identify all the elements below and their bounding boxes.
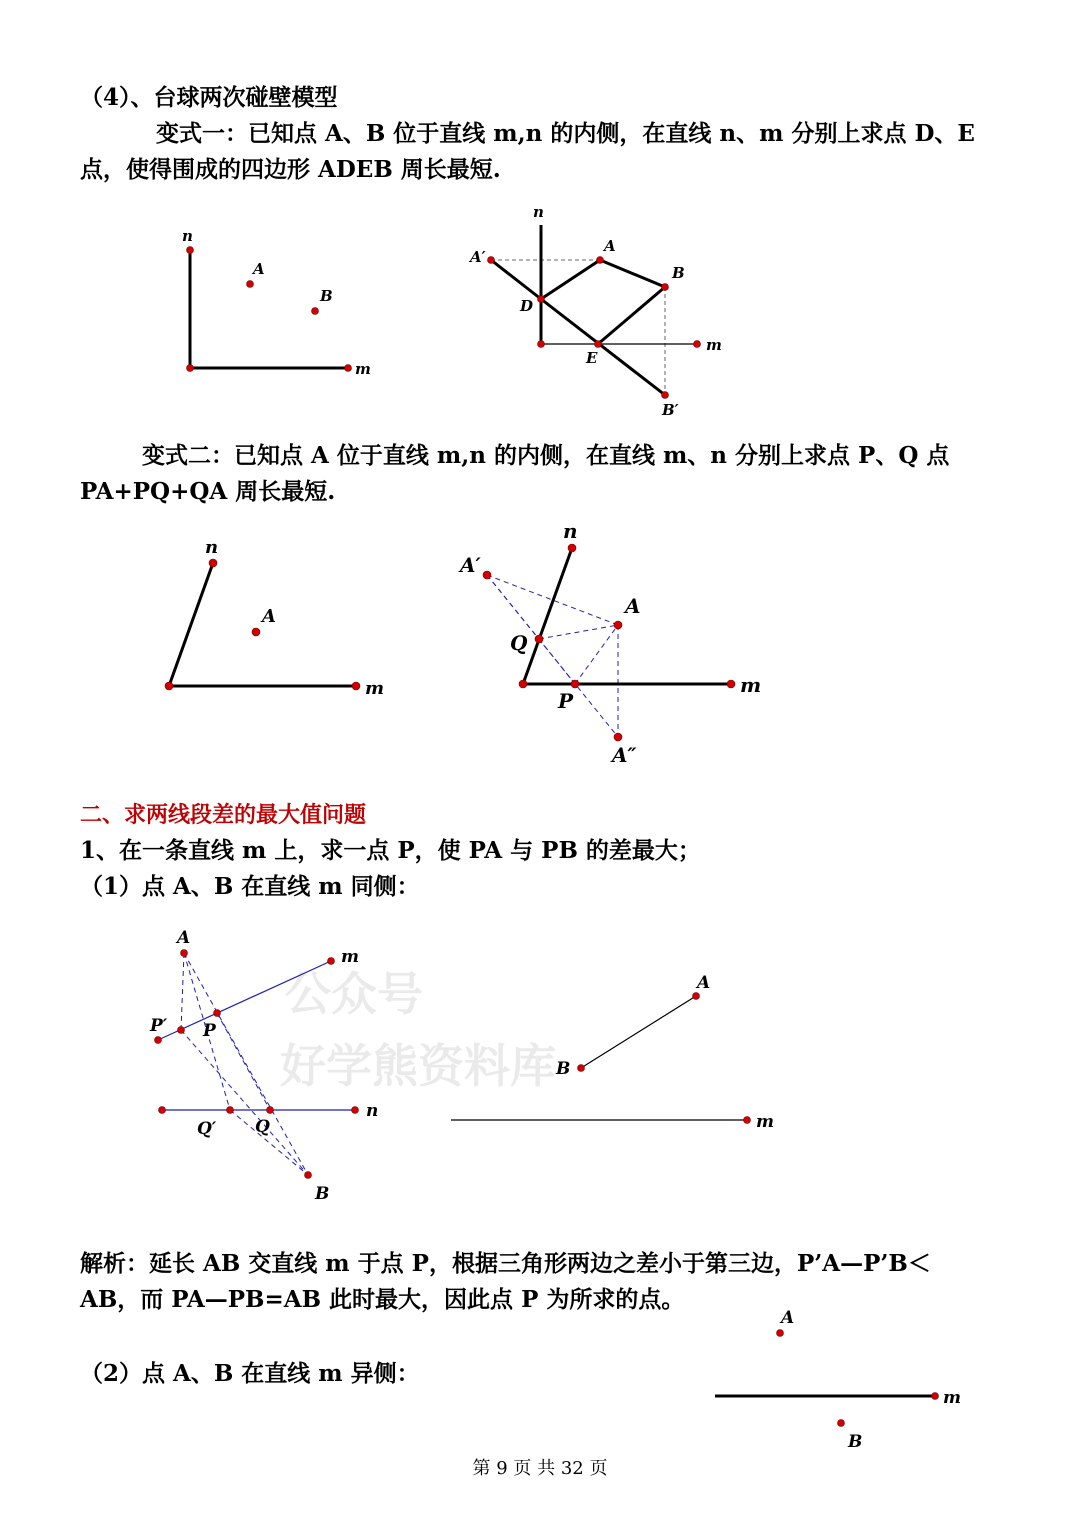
fig2-point-A1 <box>488 257 495 264</box>
fig7-point-m <box>932 1393 939 1400</box>
fig4-label-Q: Q <box>510 631 528 655</box>
fig6-label-B: B <box>556 1059 571 1079</box>
watermark-line2: 好学熊资料库 <box>280 1039 556 1093</box>
fig2-point-B <box>662 284 669 291</box>
fig3-point-origin <box>165 682 173 690</box>
item1-text: 1、在一条直线 m 上，求一点 P，使 PA 与 PB 的差最大； <box>80 837 701 864</box>
fig4-point-Q <box>535 635 543 643</box>
fig4-point-A <box>614 621 622 629</box>
fig5-dash-AB <box>184 953 308 1175</box>
fig7-point-B <box>838 1420 845 1427</box>
fig5-point-P <box>214 1010 221 1017</box>
variant2-line1: 变式二：已知点 A 位于直线 m,n 的内侧，在直线 m、n 分别上求点 P、Q 点 <box>142 442 950 469</box>
fig6-point-m <box>744 1117 751 1124</box>
fig2-point-m <box>694 341 701 348</box>
fig2-label-m: m <box>706 336 722 354</box>
fig2-label-D: D <box>520 297 534 315</box>
fig3-point-m <box>352 682 360 690</box>
fig4-point-origin <box>519 680 527 688</box>
fig1-point-m <box>345 365 352 372</box>
fig4-label-m: m <box>740 673 762 697</box>
fig2-seg-DA <box>541 260 600 299</box>
fig6-label-A: A <box>697 973 711 993</box>
fig5-point-P1 <box>178 1027 185 1034</box>
fig3-point-A <box>252 628 260 636</box>
fig5-label-m: m <box>341 947 359 967</box>
fig1-label-m: m <box>355 360 371 378</box>
variant1-line2: 点，使得围成的四边形 ADEB 周长最短. <box>80 156 501 183</box>
fig2-point-B1 <box>662 392 669 399</box>
fig2-label-E: E <box>586 349 598 367</box>
fig2-point-A <box>597 257 604 264</box>
fig2-seg-A1D <box>491 260 541 299</box>
fig4-label-P: P <box>558 689 574 713</box>
fig4-label-n: n <box>563 519 578 543</box>
fig1-label-n: n <box>182 227 193 245</box>
fig7-label-A: A <box>781 1308 795 1328</box>
page-footer: 第 9 页 共 32 页 <box>472 1458 608 1479</box>
fig4-point-A2 <box>614 733 622 741</box>
fig5-point-Q1 <box>227 1107 234 1114</box>
variant1-line1: 变式一：已知点 A、B 位于直线 m,n 的内侧，在直线 n、m 分别上求点 D、E <box>156 120 975 147</box>
fig4-dash-PA <box>575 625 618 684</box>
fig7-label-B: B <box>848 1432 863 1452</box>
fig5-point-Q <box>267 1107 274 1114</box>
fig6-point-A <box>693 993 700 1000</box>
fig2-label-B: B <box>672 264 685 282</box>
fig5-label-Q: Q <box>255 1117 270 1137</box>
figure-7 <box>715 1308 961 1452</box>
fig5-point-A <box>181 950 188 957</box>
fig2-label-B1: B′ <box>662 401 679 419</box>
fig6-point-B <box>578 1065 585 1072</box>
fig2-seg-BE <box>598 287 665 344</box>
fig3-label-A: A <box>262 606 276 627</box>
fig6-label-m: m <box>756 1112 774 1132</box>
figure-1 <box>182 227 371 378</box>
fig7-label-m: m <box>943 1388 961 1408</box>
fig4-point-A1 <box>483 571 491 579</box>
fig1-point-n <box>187 247 194 254</box>
fig2-label-A1: A′ <box>470 248 486 266</box>
figure-3 <box>165 537 384 699</box>
watermark-line1: 公众号 <box>285 967 423 1021</box>
fig5-label-P1: P′ <box>150 1016 168 1036</box>
fig5-label-B: B <box>315 1184 330 1204</box>
fig5-point-m-end <box>155 1037 162 1044</box>
fig4-label-A: A <box>625 594 641 618</box>
fig3-label-n: n <box>205 537 219 558</box>
fig5-point-B <box>305 1172 312 1179</box>
fig4-line-n <box>523 548 572 684</box>
variant2-line2: PA+PQ+QA 周长最短. <box>80 478 336 505</box>
fig2-seg-AB <box>600 260 665 287</box>
fig5-label-Q1: Q′ <box>197 1119 217 1139</box>
fig5-dash-AP1 <box>181 953 184 1030</box>
fig4-point-m <box>727 680 735 688</box>
fig5-label-A: A <box>177 928 191 948</box>
fig3-point-n <box>209 559 217 567</box>
fig1-point-A <box>247 281 254 288</box>
section2-heading: 二、求两线段差的最大值问题 <box>80 802 367 828</box>
case2-text: （2）点 A、B 在直线 m 异侧： <box>80 1360 420 1387</box>
figure-2 <box>468 203 722 419</box>
fig2-point-origin <box>538 341 545 348</box>
case1-text: （1）点 A、B 在直线 m 同侧： <box>80 873 420 900</box>
figure-6 <box>451 973 774 1132</box>
fig5-dash-P1B <box>181 1030 308 1175</box>
fig4-point-n <box>568 544 576 552</box>
fig4-label-A1: A′ <box>460 553 481 577</box>
fig5-point-m <box>328 958 335 965</box>
fig1-label-B: B <box>320 287 333 305</box>
fig1-point-B <box>312 308 319 315</box>
fig5-point-n-end <box>159 1107 166 1114</box>
fig5-point-n <box>352 1107 359 1114</box>
fig2-point-D <box>538 296 545 303</box>
figure-5 <box>149 928 378 1204</box>
fig2-label-A: A <box>604 237 616 255</box>
fig3-line-n <box>169 563 213 686</box>
figure-4 <box>458 519 761 767</box>
fig4-label-A2: A″ <box>612 743 637 767</box>
fig4-point-P <box>571 680 579 688</box>
fig3-label-m: m <box>365 678 385 699</box>
analysis-line2: AB，而 PA—PB=AB 此时最大，因此点 P 为所求的点。 <box>80 1286 685 1313</box>
fig4-dash-QA <box>539 625 618 639</box>
fig5-label-n: n <box>366 1101 379 1121</box>
fig5-dash-PQ <box>217 1013 270 1110</box>
fig6-seg-AB <box>581 996 696 1068</box>
fig1-point-origin <box>187 365 194 372</box>
fig5-label-P: P <box>203 1021 216 1041</box>
analysis-line1: 解析：延长 AB 交直线 m 于点 P，根据三角形两边之差小于第三边，P’A—P’B＜ <box>80 1250 931 1277</box>
section4-heading: （4）、台球两次碰壁模型 <box>80 84 338 111</box>
fig2-seg-DB1 <box>541 299 665 395</box>
fig2-point-E <box>595 341 602 348</box>
fig2-label-n: n <box>533 203 544 221</box>
fig7-point-A <box>777 1330 784 1337</box>
fig1-label-A: A <box>253 260 265 278</box>
